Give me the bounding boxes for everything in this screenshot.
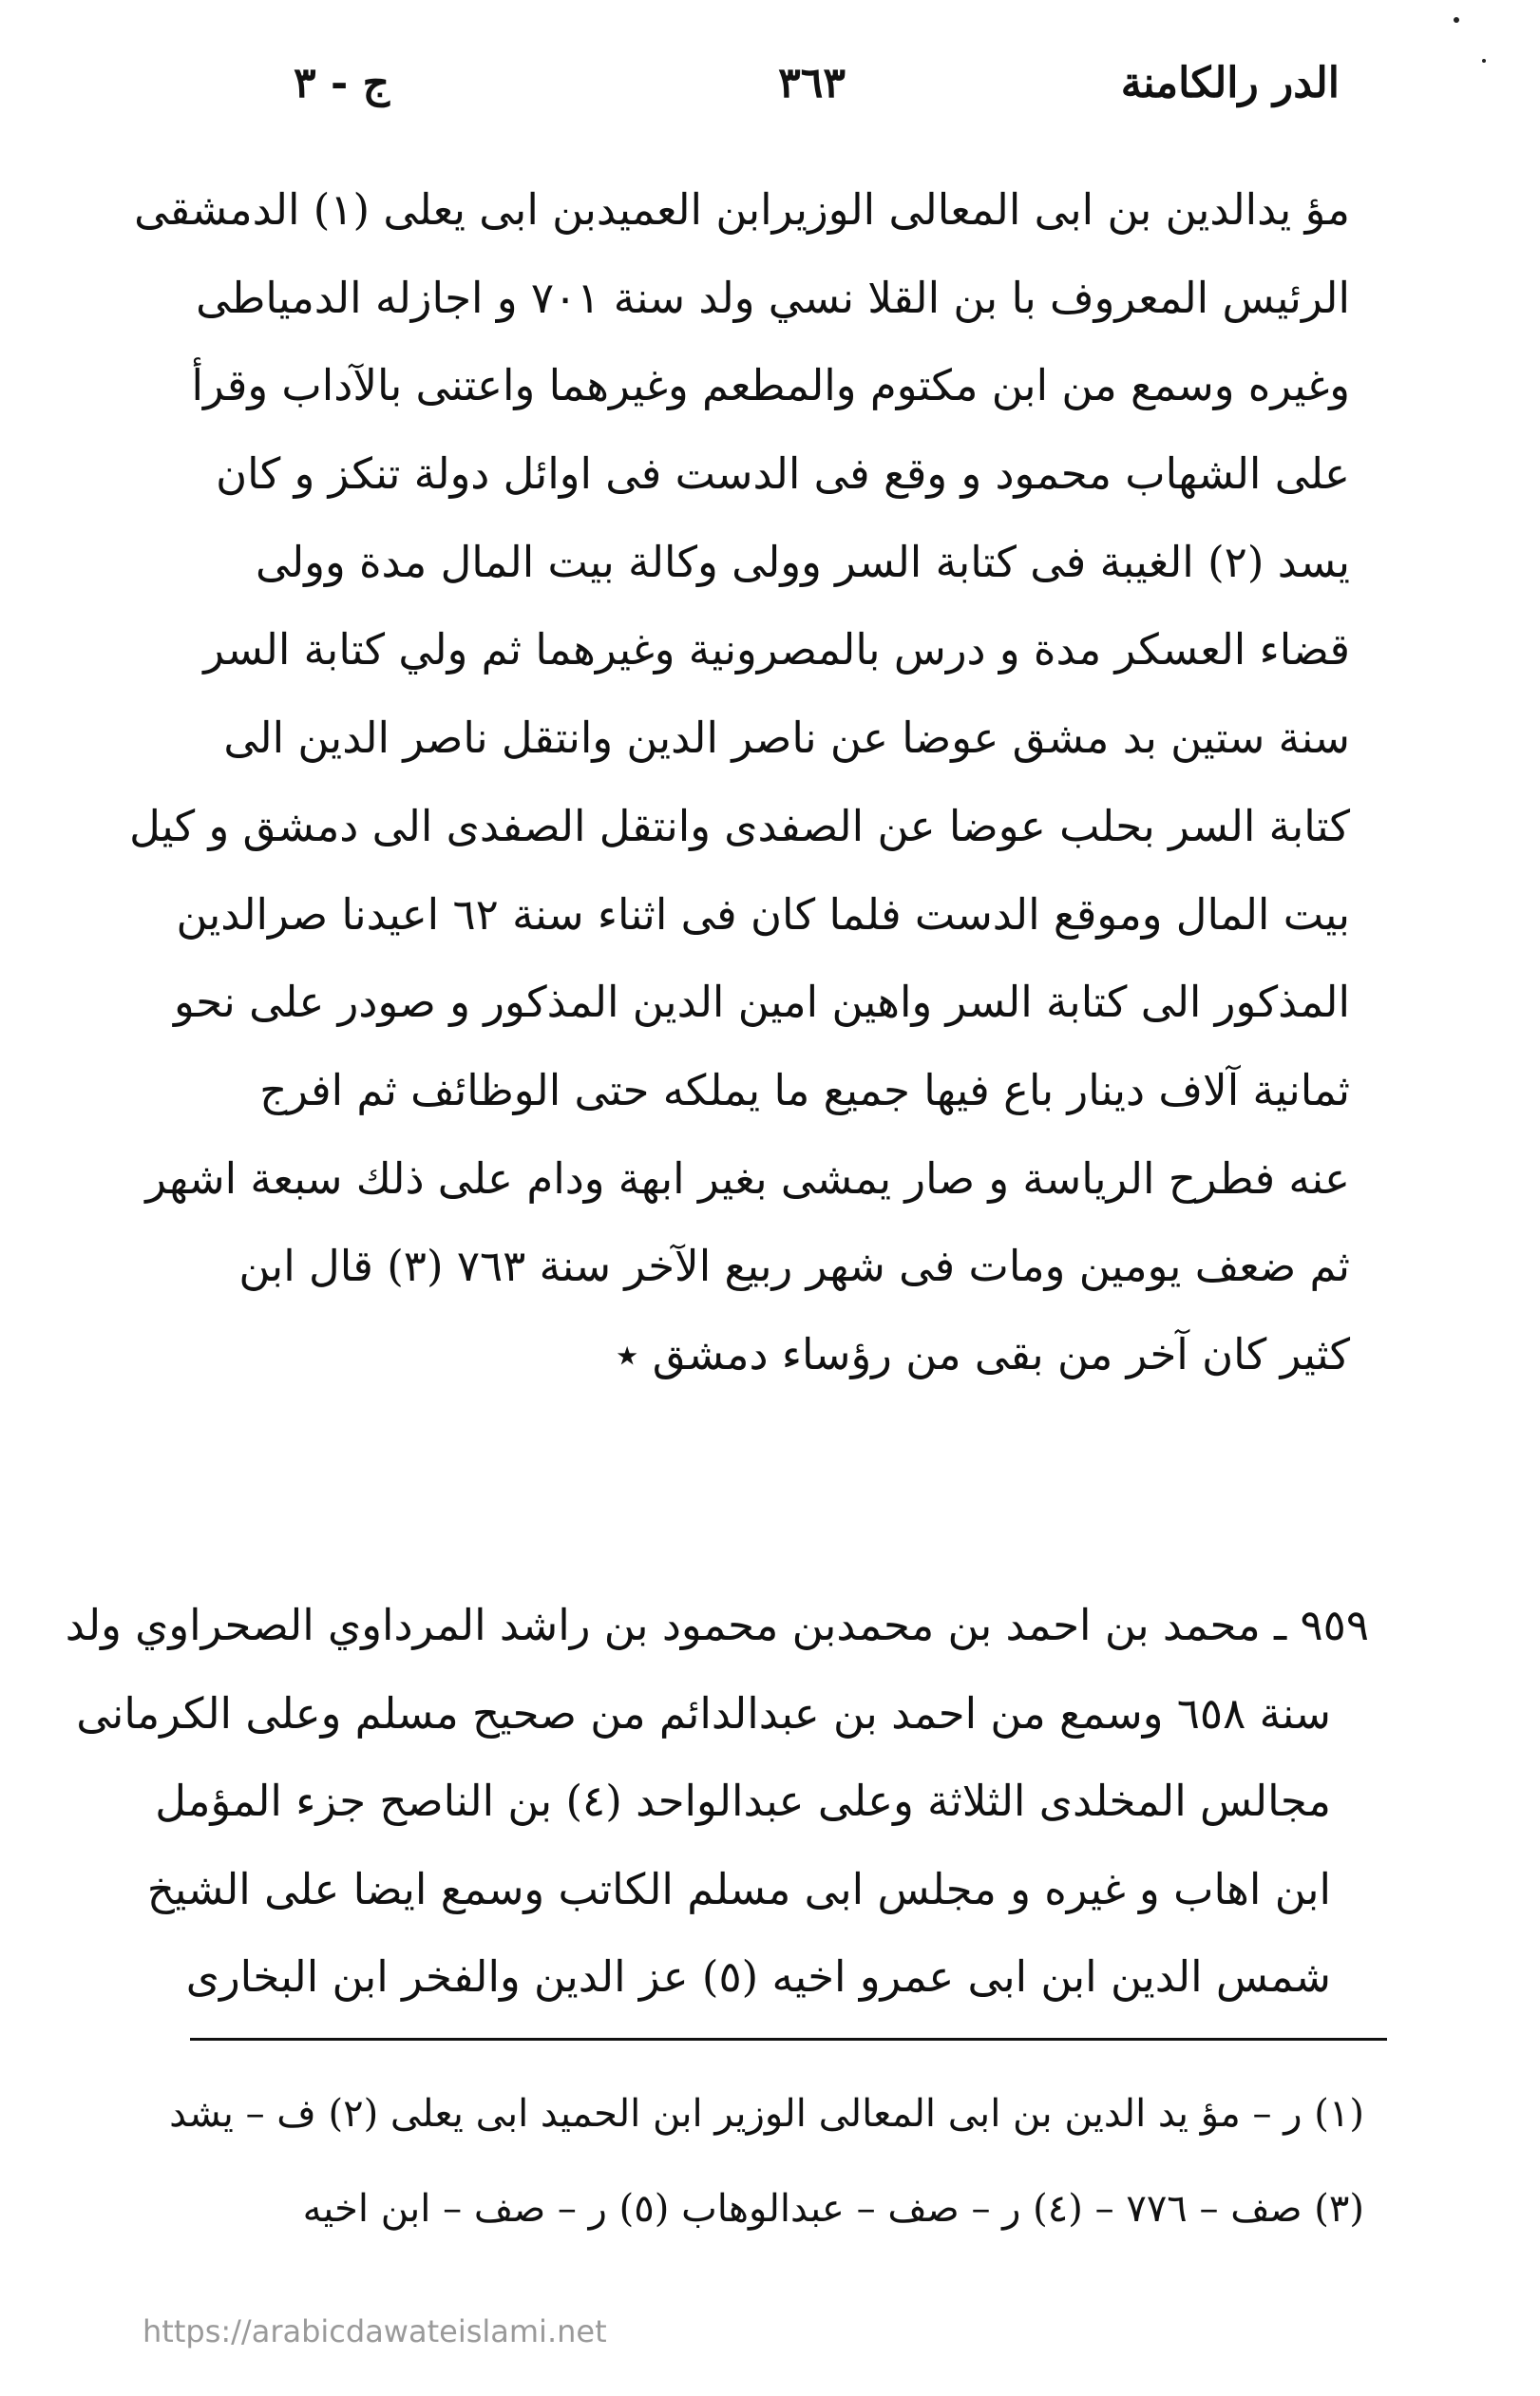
scan-speck: [1454, 17, 1459, 23]
text-line: مؤ يدالدين بن ابى المعالى الوزيرابن العميدبن ابى يعلى (١) الدمشقى: [134, 184, 1350, 235]
page-number: ٣٦٣: [778, 59, 846, 107]
text-line: عنه فطرح الرياسة و صار يمشى بغير ابهة ودام على ذلك سبعة اشهر: [145, 1152, 1350, 1204]
footnote-line: (١) ر – مؤ يد الدين بن ابى المعالى الوزير ابن الحميد ابى يعلى (٢) ف – يشد: [169, 2092, 1364, 2136]
text-line: ثم ضعف يومين ومات فى شهر ربيع الآخر سنة ٧٦٣ (٣) قال ابن: [238, 1241, 1350, 1292]
footnote-divider: [190, 2038, 1387, 2041]
text-line: ابن اهاب و غيره و مجلس ابى مسلم الكاتب وسمع ايضا على الشيخ: [146, 1863, 1331, 1914]
footnote-line: (٣) صف – ٧٧٦ – (٤) ر – صف – عبدالوهاب (٥) ر – صف – ابن اخيه: [302, 2187, 1364, 2231]
text-line: ثمانية آلاف دينار باع فيها جميع ما يملكه حتى الوظائف ثم افرج: [259, 1064, 1350, 1115]
text-line: على الشهاب محمود و وقع فى الدست فى اوائل دولة تنكز و كان: [216, 448, 1350, 500]
text-line: كثير كان آخر من بقى من رؤساء دمشق ٭: [615, 1328, 1350, 1379]
volume-label: ج - ٣: [294, 59, 390, 107]
text-line: يسد (٢) الغيبة فى كتابة السر وولى وكالة بيت المال مدة وولى: [256, 536, 1350, 587]
text-line: المذكور الى كتابة السر واهين امين الدين المذكور و صودر على نحو: [173, 977, 1350, 1028]
scan-speck: [1482, 59, 1486, 63]
text-line: سنة ٦٥٨ وسمع من احمد بن عبدالدائم من صحيح مسلم وعلى الكرمانى: [76, 1687, 1331, 1739]
biography-entry-959: [65, 1582, 1369, 2022]
footnotes: [169, 2066, 1364, 2256]
entry-heading-line: ٩٥٩ ـ محمد بن احمد بن محمدبن محمود بن راشد المرداوي الصحراوي ولد: [65, 1600, 1369, 1650]
text-line: شمس الدين ابن ابى عمرو اخيه (٥) عز الدين والفخر ابن البخارى: [185, 1951, 1331, 2002]
text-line: بيت المال وموقع الدست فلما كان فى اثناء سنة ٦٢ اعيدنا صرالدين: [176, 888, 1350, 940]
page-header: [190, 59, 1340, 135]
text-line: كتابة السر بحلب عوضا عن الصفدى وانتقل الصفدى الى دمشق و كيل: [129, 800, 1350, 851]
text-line: وغيره وسمع من ابن مكتوم والمطعم وغيرهما واعتنى بالآداب وقرأ: [191, 360, 1350, 411]
text-line: قضاء العسكر مدة و درس بالمصرونية وغيرهما ثم ولي كتابة السر: [203, 624, 1350, 675]
text-line: الرئيس المعروف با بن القلا نسي ولد سنة ٧٠١ و اجازله الدمياطى: [196, 272, 1350, 323]
text-line: سنة ستين بد مشق عوضا عن ناصر الدين وانتقل ناصر الدين الى: [223, 713, 1350, 764]
text-line: مجالس المخلدى الثلاثة وعلى عبدالواحد (٤) بن الناصح جزء المؤمل: [155, 1776, 1331, 1826]
source-watermark: https://arabicdawateislami.net: [143, 2313, 607, 2349]
book-title: الدر رالكامنة: [1120, 59, 1340, 107]
biography-entry-main: [129, 166, 1350, 1399]
